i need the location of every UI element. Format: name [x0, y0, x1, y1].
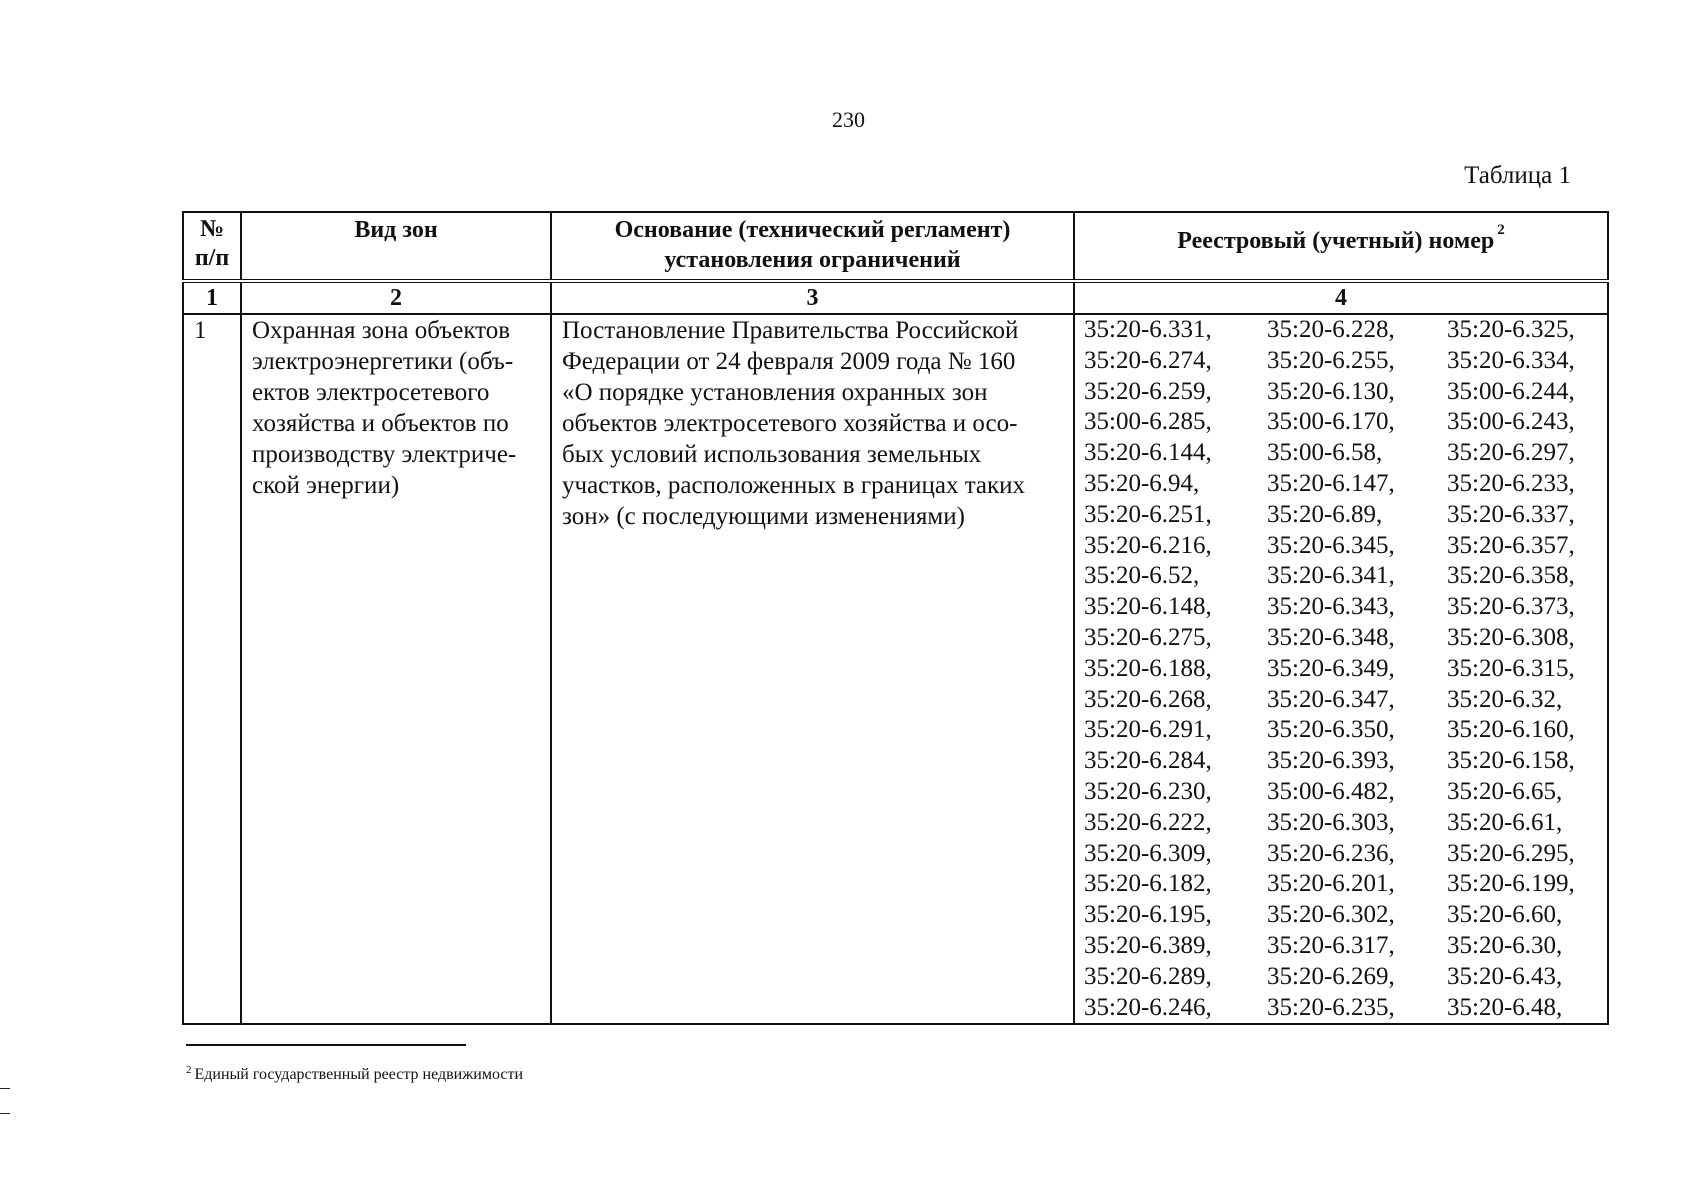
registry-number: 35:20-6.350,: [1267, 716, 1395, 744]
registry-number: 35:00-6.285,: [1084, 408, 1212, 436]
registry-number: 35:20-6.284,: [1084, 747, 1212, 775]
registry-number: 35:20-6.235,: [1267, 993, 1395, 1021]
table-label: Таблица 1: [1464, 162, 1571, 189]
registry-number: 35:20-6.302,: [1267, 901, 1395, 929]
registry-number: 35:20-6.259,: [1084, 377, 1212, 405]
registry-number: 35:00-6.244,: [1447, 377, 1575, 405]
header-num: [183, 212, 241, 281]
footnote: [186, 1060, 523, 1085]
zone-type-line: производству электриче-: [252, 441, 517, 468]
registry-number: 35:20-6.315,: [1447, 654, 1575, 682]
registry-number: 35:20-6.343,: [1267, 593, 1395, 621]
basis-line: участков, расположенных в границах таких: [562, 472, 1026, 499]
zone-type-line: ектов электросетевого: [252, 379, 490, 406]
column-number: 1: [183, 281, 241, 314]
zone-type-line: электроэнергетики (объ-: [252, 348, 514, 375]
registry-number: 35:20-6.60,: [1447, 901, 1563, 929]
header-registry: [1074, 212, 1608, 281]
registry-number: 35:20-6.291,: [1084, 716, 1212, 744]
registry-number: 35:20-6.160,: [1447, 716, 1575, 744]
registry-number: 35:20-6.389,: [1084, 931, 1212, 959]
registry-number: 35:20-6.325,: [1447, 316, 1575, 343]
footnote-number: 2: [186, 1064, 192, 1076]
registry-number: 35:20-6.230,: [1084, 777, 1212, 805]
table-row: [183, 314, 1608, 1024]
registry-number: 35:20-6.347,: [1267, 685, 1395, 713]
column-number-row: [183, 281, 1608, 314]
basis-line: бых условий использования земельных: [562, 441, 982, 468]
column-number: 3: [551, 281, 1074, 314]
zone-type-line: ской энергии): [252, 472, 400, 499]
registry-number: 35:20-6.255,: [1267, 346, 1395, 374]
header-num-line: п/п: [194, 245, 230, 271]
registry-number: 35:20-6.48,: [1447, 993, 1563, 1021]
registry-number: 35:20-6.216,: [1084, 531, 1212, 559]
registry-number: 35:20-6.89,: [1267, 500, 1383, 528]
registry-number: 35:00-6.482,: [1267, 777, 1395, 805]
footnote-text: Единый государственный реестр недвижимости: [194, 1066, 524, 1083]
header-registry-text: Реестровый (учетный) номер: [1177, 228, 1495, 254]
registry-number: 35:20-6.251,: [1084, 500, 1212, 528]
registry-number: 35:20-6.269,: [1267, 962, 1395, 990]
registry-number: 35:20-6.30,: [1447, 931, 1563, 959]
registry-number: 35:20-6.331,: [1084, 316, 1212, 343]
zone-type-line: Охранная зона объектов: [252, 317, 511, 344]
registry-number: 35:00-6.58,: [1267, 439, 1383, 467]
basis-line: «О порядке установления охранных зон: [562, 379, 988, 406]
registry-number: 35:20-6.233,: [1447, 469, 1575, 497]
registry-number: 35:20-6.268,: [1084, 685, 1212, 713]
registry-number: 35:20-6.357,: [1447, 531, 1575, 559]
registry-number: 35:20-6.144,: [1084, 439, 1212, 467]
registry-number: 35:20-6.52,: [1084, 562, 1200, 590]
registry-number: 35:20-6.289,: [1084, 962, 1212, 990]
footnote-mark: 2: [1497, 222, 1505, 238]
registry-number: 35:20-6.317,: [1267, 931, 1395, 959]
registry-number: 35:20-6.393,: [1267, 747, 1395, 775]
registry-number: 35:20-6.274,: [1084, 346, 1212, 374]
registry-number: 35:20-6.188,: [1084, 654, 1212, 682]
registry-number: 35:20-6.303,: [1267, 808, 1395, 836]
registry-number: 35:20-6.297,: [1447, 439, 1575, 467]
registry-number: 35:20-6.148,: [1084, 593, 1212, 621]
registry-cell: [1074, 314, 1608, 1024]
registry-number: 35:20-6.195,: [1084, 901, 1212, 929]
registry-number: 35:20-6.349,: [1267, 654, 1395, 682]
zone-type-cell: [241, 314, 551, 1024]
header-num-line: №: [199, 216, 225, 242]
registry-number: 35:20-6.130,: [1267, 377, 1395, 405]
registry-number: 35:20-6.295,: [1447, 839, 1575, 867]
header-basis: [551, 212, 1074, 281]
scan-edge-mark: [0, 1113, 10, 1114]
basis-cell: [551, 314, 1074, 1024]
basis-line: зон» (с последующими изменениями): [562, 503, 965, 530]
registry-number: 35:20-6.199,: [1447, 870, 1575, 898]
registry-number: 35:20-6.373,: [1447, 593, 1575, 621]
page-number: 230: [832, 107, 865, 132]
column-number: 2: [241, 281, 551, 314]
registry-number: 35:20-6.348,: [1267, 623, 1395, 651]
registry-number: 35:20-6.32,: [1447, 685, 1563, 713]
registry-number: 35:20-6.309,: [1084, 839, 1212, 867]
basis-line: Постановление Правительства Российской: [562, 317, 1019, 344]
registry-number: 35:20-6.61,: [1447, 808, 1563, 836]
registry-number: 35:20-6.228,: [1267, 316, 1395, 343]
registry-number: 35:20-6.246,: [1084, 993, 1212, 1021]
basis-line: Федерации от 24 февраля 2009 года № 160: [562, 348, 1016, 375]
header-basis-line: установления ограничений: [664, 247, 961, 273]
scan-edge-mark: [0, 1088, 10, 1089]
column-number: 4: [1074, 281, 1608, 314]
registry-number: 35:20-6.236,: [1267, 839, 1395, 867]
registry-number: 35:20-6.337,: [1447, 500, 1575, 528]
registry-number: 35:20-6.334,: [1447, 346, 1575, 374]
header-zone-type: Вид зон: [241, 212, 551, 281]
registry-number: 35:00-6.243,: [1447, 408, 1575, 436]
registry-number: 35:20-6.43,: [1447, 962, 1563, 990]
registry-number: 35:20-6.275,: [1084, 623, 1212, 651]
registry-number: 35:20-6.182,: [1084, 870, 1212, 898]
footnote-separator: [186, 1044, 466, 1046]
zone-type-line: хозяйства и объектов по: [252, 410, 509, 437]
registry-number: 35:20-6.147,: [1267, 469, 1395, 497]
row-number: 1: [183, 314, 241, 1024]
registry-number: 35:20-6.222,: [1084, 808, 1212, 836]
registry-number: 35:20-6.341,: [1267, 562, 1395, 590]
registry-number: 35:20-6.65,: [1447, 777, 1563, 805]
zones-table: [182, 211, 1609, 1025]
registry-number: 35:20-6.201,: [1267, 870, 1395, 898]
registry-number: 35:00-6.170,: [1267, 408, 1395, 436]
registry-number: 35:20-6.94,: [1084, 469, 1200, 497]
header-row: [183, 212, 1608, 281]
basis-line: объектов электросетевого хозяйства и осо-: [562, 410, 1018, 437]
registry-number: 35:20-6.308,: [1447, 623, 1575, 651]
registry-number: 35:20-6.345,: [1267, 531, 1395, 559]
header-basis-line: Основание (технический регламент): [614, 217, 1011, 243]
registry-number: 35:20-6.158,: [1447, 747, 1575, 775]
registry-number: 35:20-6.358,: [1447, 562, 1575, 590]
